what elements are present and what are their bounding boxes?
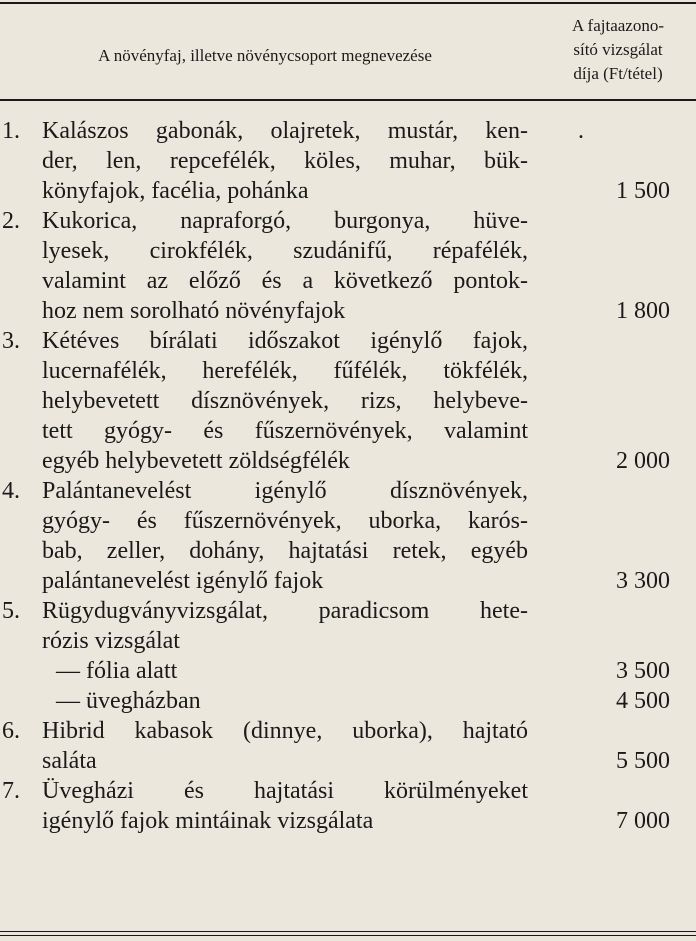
subrow-label: — üvegházban [56,688,201,714]
row-text: Hibrid kabasok (dinnye, uborka), hajtató [42,718,528,744]
row-text: palántanevelést igénylő fajok [42,568,324,594]
row-text: lucernafélék, herefélék, fűfélék, tökfélék, [42,358,528,384]
row-number: 6. [2,718,20,744]
table-row-line [0,536,696,566]
row-text: Palántanevelést igénylő dísznövények, [42,478,528,504]
row-text: der, len, repcefélék, köles, muhar, bük- [42,148,528,174]
row-text: Kukorica, napraforgó, burgonya, hüve- [42,208,528,234]
bottom-rule [0,931,696,932]
stray-mark: . [578,118,584,144]
row-number: 4. [2,478,20,504]
row-text: bab, zeller, dohány, hajtatási retek, egyéb [42,538,528,564]
table-row-line [0,296,696,326]
row-text: gyógy- és fűszernövények, uborka, karós- [42,508,528,534]
row-fee: 1 800 [616,298,670,324]
table-row-line [0,206,696,236]
table-row-line [0,176,696,206]
column-header-fee-line: díja (Ft/tétel) [573,64,663,83]
table-row-line [0,146,696,176]
table-row-line [0,776,696,806]
table-row-line [0,566,696,596]
row-text: egyéb helybevetett zöldségfélék [42,448,350,474]
table-row-line [0,476,696,506]
row-text: Rügydugványvizsgálat, paradicsom hete- [42,598,528,624]
table-row-line [0,416,696,446]
row-number: 2. [2,208,20,234]
table-row-line [0,626,696,656]
row-fee: 4 500 [616,688,670,714]
row-number: 1. [2,118,20,144]
row-text: hoz nem sorolható növényfajok [42,298,346,324]
column-header-fee [540,14,696,86]
table-row-line [0,326,696,356]
row-fee: 3 300 [616,568,670,594]
row-fee: 2 000 [616,448,670,474]
table-subrow [0,656,696,686]
row-fee: 3 500 [616,658,670,684]
column-header-fee-line: A fajtaazono- [571,16,665,35]
row-fee: 5 500 [616,748,670,774]
bottom-rule [0,935,696,936]
row-text: Kétéves bírálati időszakot igénylő fajok, [42,328,528,354]
table-row-line [0,446,696,476]
row-text: Kalászos gabonák, olajretek, mustár, ken- [42,118,528,144]
top-rule [0,2,696,4]
row-text: helybevetett dísznövények, rizs, helybeve- [42,388,528,414]
table-row-line [0,356,696,386]
table-row-line [0,806,696,836]
row-fee: 1 500 [616,178,670,204]
table-row-line [0,236,696,266]
row-text: igénylő fajok mintáinak vizsgálata [42,808,374,834]
column-header-fee-line: sító vizsgálat [573,40,663,59]
table-row-line [0,386,696,416]
row-text: Üvegházi és hajtatási körülményeket [42,778,528,804]
row-text: tett gyógy- és fűszernövények, valamint [42,418,528,444]
row-number: 5. [2,598,20,624]
row-text: valamint az előző és a következő pontok- [42,268,528,294]
table-row-line [0,506,696,536]
table-row-line [0,266,696,296]
row-number: 7. [2,778,20,804]
table-row-line [0,596,696,626]
subrow-label: — fólia alatt [56,658,178,684]
row-text: rózis vizsgálat [42,628,180,654]
column-header-species: A növényfaj, illetve növénycsoport megnevezése [98,46,432,65]
table-row-line [0,746,696,776]
table-row-line [0,716,696,746]
row-text: könyfajok, facélia, pohánka [42,178,309,204]
row-text: saláta [42,748,97,774]
row-text: lyesek, cirokfélék, szudánifű, répafélék, [42,238,528,264]
fee-rows [0,116,696,836]
header-rule [0,99,696,101]
table-row-line [0,116,696,146]
table-subrow [0,686,696,716]
row-fee: 7 000 [616,808,670,834]
row-number: 3. [2,328,20,354]
